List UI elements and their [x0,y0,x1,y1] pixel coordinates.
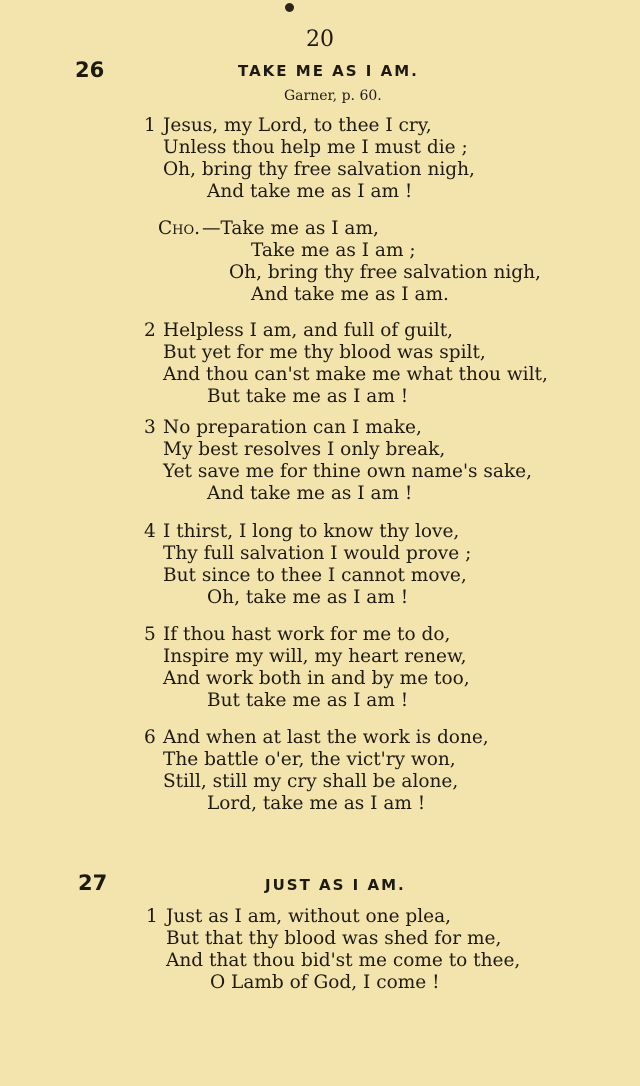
verse-line: Just as I am, without one plea, [166,906,452,927]
chorus-line: —Take me as I am, [202,218,379,239]
verse-line: But take me as I am ! [207,690,409,711]
chorus-line: Take me as I am ; [251,240,416,261]
verse-number: 5 [144,624,156,645]
ornament-dot [285,3,294,12]
verse-line: But yet for me thy blood was spilt, [163,342,486,363]
verse-line: O Lamb of God, I come ! [210,972,440,993]
verse-line: And take me as I am ! [207,181,413,202]
verse-line: And when at last the work is done, [163,727,489,748]
hymn-title: JUST AS I AM. [265,876,406,894]
verse-line: Lord, take me as I am ! [207,793,426,814]
verse-line: Thy full salvation I would prove ; [163,543,472,564]
verse-line: I thirst, I long to know thy love, [163,521,460,542]
verse-line: My best resolves I only break, [163,439,446,460]
verse-line: Unless thou help me I must die ; [163,137,468,158]
chorus-line: Oh, bring thy free salvation nigh, [229,262,541,283]
verse-number: 6 [144,727,156,748]
verse-line: And thou can'st make me what thou wilt, [163,364,548,385]
verse-number: 1 [144,115,156,136]
verse-line: Oh, take me as I am ! [207,587,409,608]
verse-line: And work both in and by me too, [163,668,470,689]
verse-line: And that thou bid'st me come to thee, [166,950,521,971]
verse-number: 3 [144,417,156,438]
page-number: 20 [306,27,334,52]
verse-line: And take me as I am ! [207,483,413,504]
chorus-line: And take me as I am. [251,284,449,305]
chorus-label: Cho. [158,218,201,239]
verse-line: Inspire my will, my heart renew, [163,646,467,667]
verse-line: Yet save me for thine own name's sake, [163,461,532,482]
verse-line: Jesus, my Lord, to thee I cry, [163,115,432,136]
verse-line: Oh, bring thy free salvation nigh, [163,159,475,180]
verse-line: No preparation can I make, [163,417,422,438]
hymn-attribution: Garner, p. 60. [284,88,382,104]
hymn-title: TAKE ME AS I AM. [238,62,419,80]
hymn-number: 27 [78,871,108,895]
verse-line: Helpless I am, and full of guilt, [163,320,454,341]
verse-line: The battle o'er, the vict'ry won, [163,749,456,770]
verse-line: But that thy blood was shed for me, [166,928,502,949]
hymn-number: 26 [75,58,105,82]
verse-number: 4 [144,521,156,542]
verse-line: If thou hast work for me to do, [163,624,451,645]
verse-number: 2 [144,320,156,341]
verse-number: 1 [146,906,158,927]
verse-line: But since to thee I cannot move, [163,565,467,586]
verse-line: But take me as I am ! [207,386,409,407]
verse-line: Still, still my cry shall be alone, [163,771,459,792]
